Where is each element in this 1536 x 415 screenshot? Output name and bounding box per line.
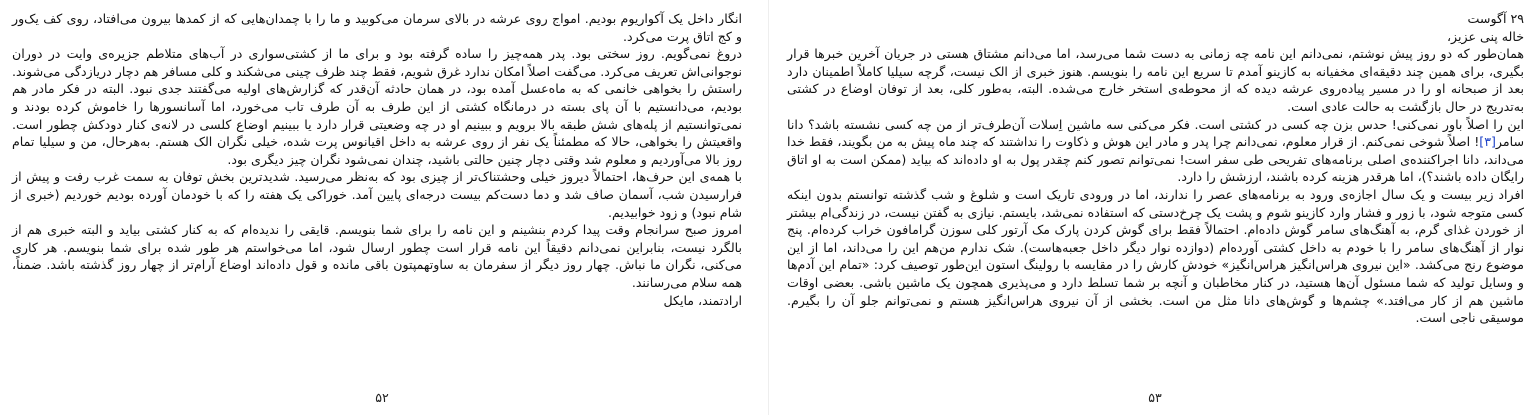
- letter-salutation: خاله پنی عزیز،: [1446, 28, 1524, 44]
- letter-closing: ارادتمند، مایکل: [663, 292, 742, 308]
- right-paragraph-2-text-after: ! اصلاً شوخی نمی‌کنم. از قرار معلوم، نمی‌دانم چرا پدر و مادر این هوش و ذکاوت را نداشتند که چند ماه پیش به من بگویند، فقط خدا می‌داند، دانا اجراکننده‌ی اصلی برنامه‌های تفریحی طی سفر است! نمی‌توانم تصور کنم چقدر پول به او داده‌اند که بیاید (ممکن است به او اتاق رایگان داده باشند؟)، اما هرقدر هزینه کرده باشند، ارزشش را دارد.: [787, 134, 1524, 185]
- left-paragraph-1: انگار داخل یک آکواریوم بودیم. امواج روی عرشه در بالای سرمان می‌کوبید و ما را با چمدان‌هایی که از کمدها بیرون می‌افتاد، روی کف یک‌ور و کج اتاق پرت می‌کرد.: [12, 11, 742, 44]
- left-paragraph-3: با همه‌ی این حرف‌ها، احتمالاً دیروز خیلی وحشتناک‌تر از چیزی بود که به‌نظر می‌رسید. شدیدترین بخش توفان به سمت غرب رفت و پیش از فرارسیدن شب، آسمان صاف شد و دما دست‌کم بیست درجه‌ای پایین آمد. خوراکی یک هفته را که با خودمان آورده بودیم خوردیم (خبری از شام نبود) و زود خوابیدیم.: [12, 169, 742, 220]
- right-paragraph-3: افراد زیر بیست و یک سال اجازه‌ی ورود به برنامه‌های عصر را ندارند، اما در ورودی تاریک است و شلوغ و شب گذشته توانستم بدون اینکه کسی متوجه شود، با زور و فشار وارد کازینو شوم و پشت یک چرخ‌دستی که استفاده نمی‌شد، بایستم. نیازی به گفتن نیست، در زندگی‌ام بیشتر از خوردن غذای گرم، به آهنگ‌های سامر گوش داده‌ام. احتمالاً فقط برای گوش کردن پارک مک آرتور کلی سوزن گرامافون خراب کرده‌ام. پنج نوار از آهنگ‌های سامر را با خودم به داخل کشتی آورده‌ام (دوازده نوار دیگر داخل جعبه‌هاست). شک ندارم من‌هم این را می‌داند، اما از این موضوع رنج می‌کشد. «این نیروی هراس‌انگیز هراس‌انگیز» خودش کارش را در مقایسه با رولینگ استون این‌طور توصیف کرد: «تمام این آدم‌ها و وسایل تولید که شما مسئول آن‌ها هستید، در کنار مخاطبان و آنچه بر شما تسلط دارد و می‌پذیری همچون یک ماشین باشی. بعضی اوقات ماشین هم از کار می‌افتد.» چشم‌ها و گوش‌های دانا مثل من است. بخشی از آن نیروی هراس‌انگیز هستم و نمی‌توانم جلو آن را بگیرم. موسیقی ناجی است.: [787, 186, 1524, 326]
- right-paragraph-1: همان‌طور که دو روز پیش نوشتم، نمی‌دانم این نامه چه زمانی به دست شما می‌رسد، اما می‌دانم مشتاق هستی در جریان آخرین خبرها قرار بگیری، برای همین چند دقیقه‌ای مخفیانه به کازینو آمدم تا سریع این نامه را بنویسم. هنوز خبری از الک نیست، گرچه سیلیا کاملاً اطمینان دارد بعد از صبحانه او را در مسیر پیاده‌روی عرشه دیده که از محوطه‌ی استخر خارج می‌شده. البته، به‌طور کلی، بعد از توفان اوضاع در کشتی به‌تدریج در حال بازگشت به حالت عادی است.: [787, 46, 1524, 114]
- right-page: [768, 0, 1536, 415]
- page-number-left: ۵۲: [375, 390, 389, 405]
- left-paragraph-4: امروز صبح سرانجام وقت پیدا کردم بنشینم و این نامه را برای شما بنویسم. قایقی را ندیده‌ام که به کنار کشتی بیاید و البته خبری هم از بالگرد نیست، بنابراین نمی‌دانم دقیقاً این نامه قرار است چطور ارسال شود، اما می‌خواستم هر طور شده برای شما بنویسم. هر کاری می‌کنی، نگران ما نباش. چهار روز دیگر از سفرمان به ساوتهمپتون باقی مانده و قول داده‌اند اوضاع آرام‌تر از چهار روز گذشته باشد. ضمناً، همه سلام می‌رسانند.: [12, 222, 742, 290]
- footnote-reference-link[interactable]: [۳]: [1479, 134, 1496, 150]
- page-number-right: ۵۳: [1148, 390, 1162, 405]
- right-paragraph-2: [787, 116, 1524, 186]
- letter-date: ۲۹ آگوست: [1467, 11, 1524, 26]
- right-paragraph-2-text-before: این را اصلاً باور نمی‌کنی! حدس بزن چه کسی در کشتی است. فکر می‌کنی سه ماشین اِسلات آن‌طرف‌تر از من چه کسی نشسته باشد؟ دانا سامر: [787, 116, 1524, 150]
- left-paragraph-2: دروغ نمی‌گویم. روز سختی بود. پدر همه‌چیز را ساده گرفته بود و برای ما از کشتی‌سواری در آب‌های متلاطم جزیره‌ی وایت در دوران نوجوانی‌اش تعریف می‌کرد. می‌گفت اصلاً امکان ندارد غرق شویم، فقط چند ظرف چینی می‌شکند و کلی مسافر هم دچار دریازدگی می‌شوند. راستش را بخواهی خانمی که به ماه‌عسل آمده بود، در همان حادثه آن‌قدر که گزارش‌های اولیه می‌گفتند جدی نبود. البته در فکر مادر هم بودیم، می‌دانستیم با آن پای بسته در درمانگاه کشتی از این طرف به آن طرف تاب می‌خورد، اما آسانسورها را خاموش کرده بودند و نمی‌توانستیم از پله‌های شش طبقه بالا برویم و ببینیم او در چه وضعیتی قرار دارد یا ببینیم اوضاع کلسی در لانه‌ی کنار دودکش چطور است. واقعیتش را بخواهی، حالا که مطمئناً یک نفر از روی عرشه به داخل اقیانوس پرت شده، خیلی نگران الک هستم. به‌هرحال، من و سیلیا تمام روز بالا می‌آوردیم و معلوم شد وقتی دچار چنین حالتی باشید، چندان نمی‌شود نگران چیز دیگری بود.: [12, 46, 742, 167]
